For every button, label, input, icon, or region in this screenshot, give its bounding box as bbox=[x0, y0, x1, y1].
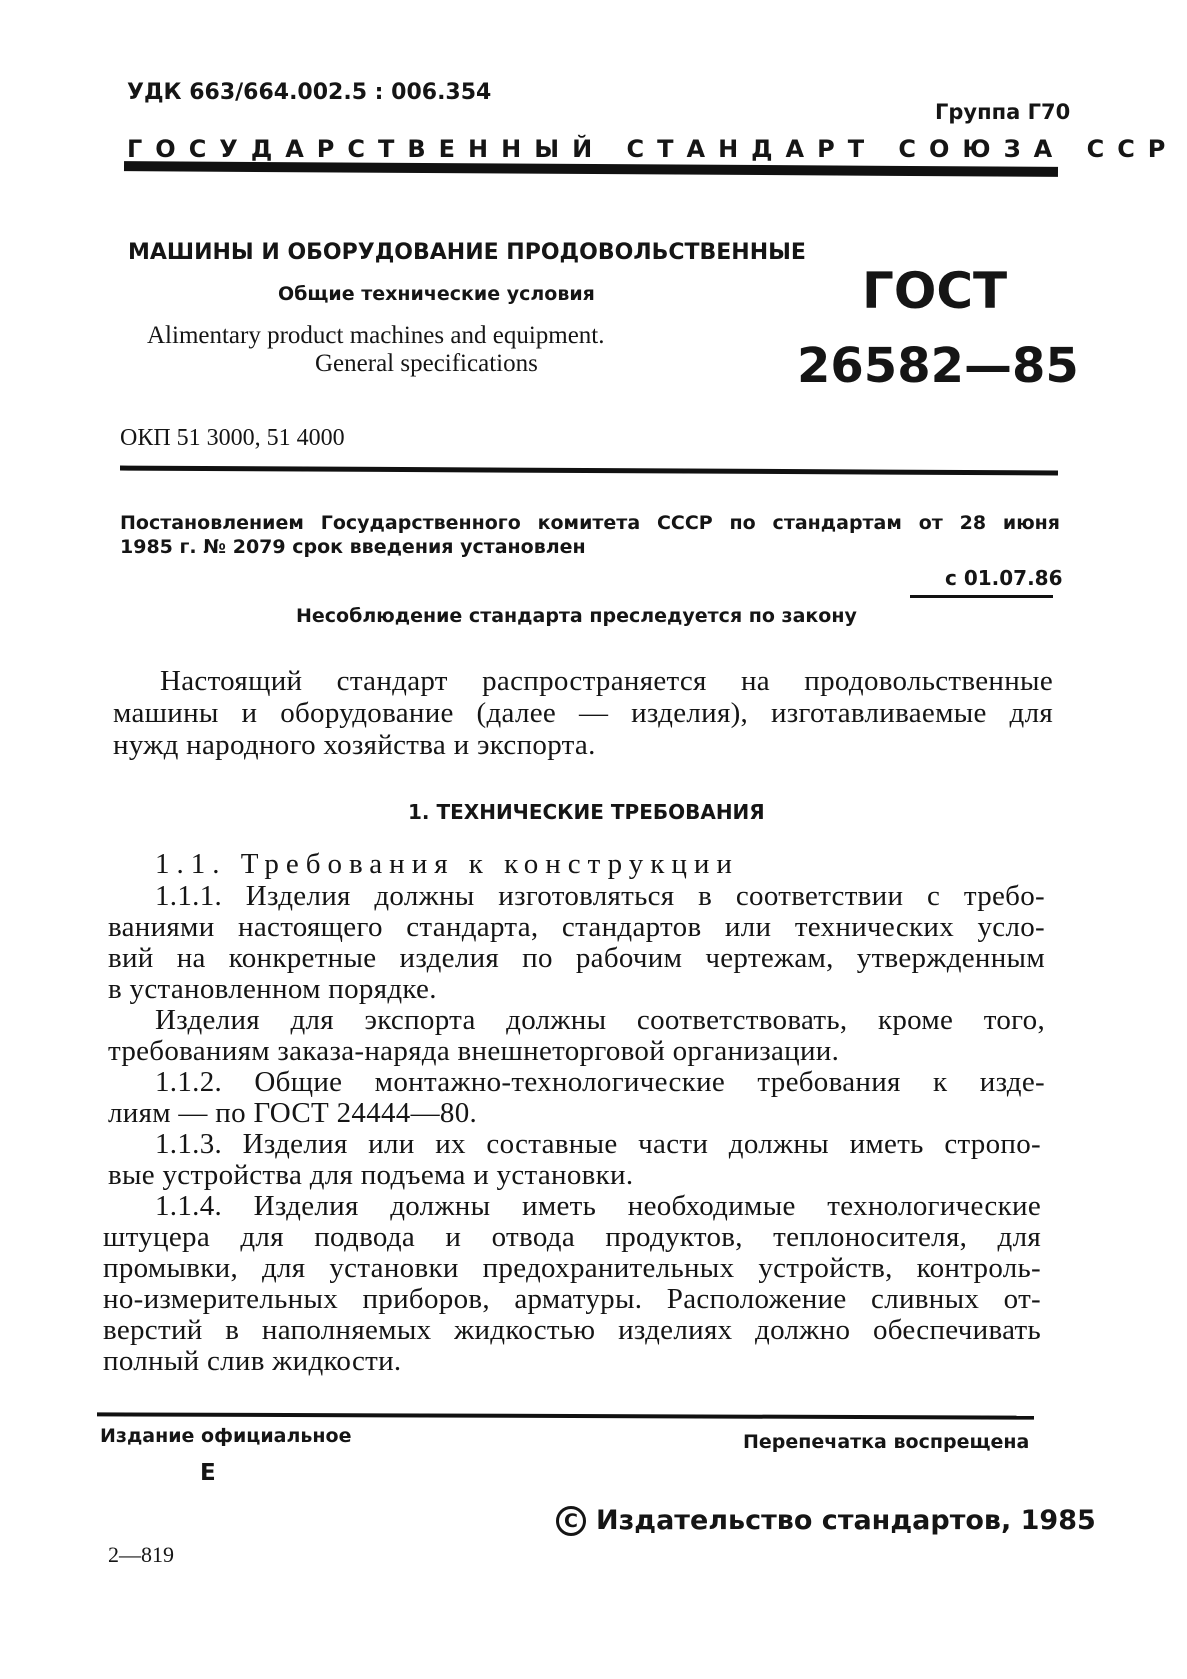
gost-label: ГОСТ bbox=[862, 262, 1008, 320]
paragraph-line: 1.1.4. Изделия должны иметь необходимые технологические bbox=[155, 1190, 1041, 1222]
edition-mark: Е bbox=[200, 1460, 216, 1486]
reprint-notice: Перепечатка воспрещена bbox=[743, 1431, 1030, 1453]
document-subtitle-ru: Общие технические условия bbox=[278, 283, 595, 305]
header-rule bbox=[124, 161, 1058, 177]
document-title-ru: МАШИНЫ И ОБОРУДОВАНИЕ ПРОДОВОЛЬСТВЕННЫЕ bbox=[128, 240, 806, 265]
subsection-heading: 1.1. Требования к конструкции bbox=[155, 848, 739, 880]
paragraph-line: промывки, для установки предохранительных устройств, контроль- bbox=[103, 1252, 1041, 1284]
date-underline bbox=[910, 595, 1053, 598]
okp-code: ОКП 51 3000, 51 4000 bbox=[120, 425, 345, 451]
paragraph-line: вий на конкретные изделия по рабочим чертежам, утвержденным bbox=[108, 942, 1045, 974]
paragraph-line: 1.1.2. Общие монтажно-технологические требования к изде- bbox=[155, 1066, 1045, 1098]
header-title: ГОСУДАРСТВЕННЫЙ СТАНДАРТ СОЮЗА ССР bbox=[127, 135, 1179, 163]
document-subtitle-en: General specifications bbox=[315, 350, 538, 377]
copyright-line bbox=[556, 1505, 1096, 1536]
paragraph-line: 1.1.1. Изделия должны изготовляться в соответствии с требо- bbox=[155, 880, 1045, 912]
intro-line: Настоящий стандарт распространяется на продовольственные bbox=[160, 665, 1053, 697]
title-rule bbox=[120, 466, 1058, 476]
paragraph-line: лиям — по ГОСТ 24444—80. bbox=[108, 1097, 478, 1129]
publisher-name: Издательство стандартов, 1985 bbox=[596, 1505, 1096, 1536]
copyright-icon: C bbox=[556, 1506, 586, 1536]
paragraph-line: требованиям заказа-наряда внешнеторговой организации. bbox=[108, 1035, 840, 1067]
paragraph-line: вые устройства для подъема и установки. bbox=[108, 1159, 634, 1191]
document-title-en: Alimentary product machines and equipment. bbox=[147, 322, 605, 349]
gost-number: 26582—85 bbox=[797, 338, 1079, 394]
edition-label: Издание официальное bbox=[100, 1425, 352, 1447]
intro-line: машины и оборудование (далее — изделия), изготавливаемые для bbox=[113, 697, 1053, 729]
law-notice: Несоблюдение стандарта преследуется по закону bbox=[296, 605, 857, 627]
order-number: 2—819 bbox=[108, 1542, 174, 1567]
paragraph-line: в установленном порядке. bbox=[108, 973, 437, 1005]
paragraph-line: Изделия для экспорта должны соответствовать, кроме того, bbox=[155, 1004, 1045, 1036]
paragraph-line: но-измерительных приборов, арматуры. Расположение сливных от- bbox=[103, 1283, 1041, 1315]
decree-line-1: Постановлением Государственного комитета СССР по стандартам от 28 июня bbox=[120, 512, 1060, 534]
paragraph-line: полный слив жидкости. bbox=[103, 1345, 402, 1377]
paragraph-line: верстий в наполняемых жидкостью изделиях должно обеспечивать bbox=[103, 1314, 1041, 1346]
group-code: Группа Г70 bbox=[935, 100, 1071, 124]
section-heading: 1. ТЕХНИЧЕСКИЕ ТРЕБОВАНИЯ bbox=[408, 800, 765, 824]
paragraph-line: штуцера для подвода и отвода продуктов, теплоносителя, для bbox=[103, 1221, 1041, 1253]
effective-date: с 01.07.86 bbox=[945, 566, 1063, 590]
decree-line-2: 1985 г. № 2079 срок введения установлен bbox=[120, 536, 586, 558]
intro-line: нужд народного хозяйства и экспорта. bbox=[113, 729, 596, 761]
paragraph-line: ваниями настоящего стандарта, стандартов или технических усло- bbox=[108, 911, 1045, 943]
udk-code: УДК 663/664.002.5 : 006.354 bbox=[127, 80, 492, 105]
paragraph-line: 1.1.3. Изделия или их составные части должны иметь стропо- bbox=[155, 1128, 1041, 1160]
footer-rule bbox=[97, 1412, 1034, 1419]
